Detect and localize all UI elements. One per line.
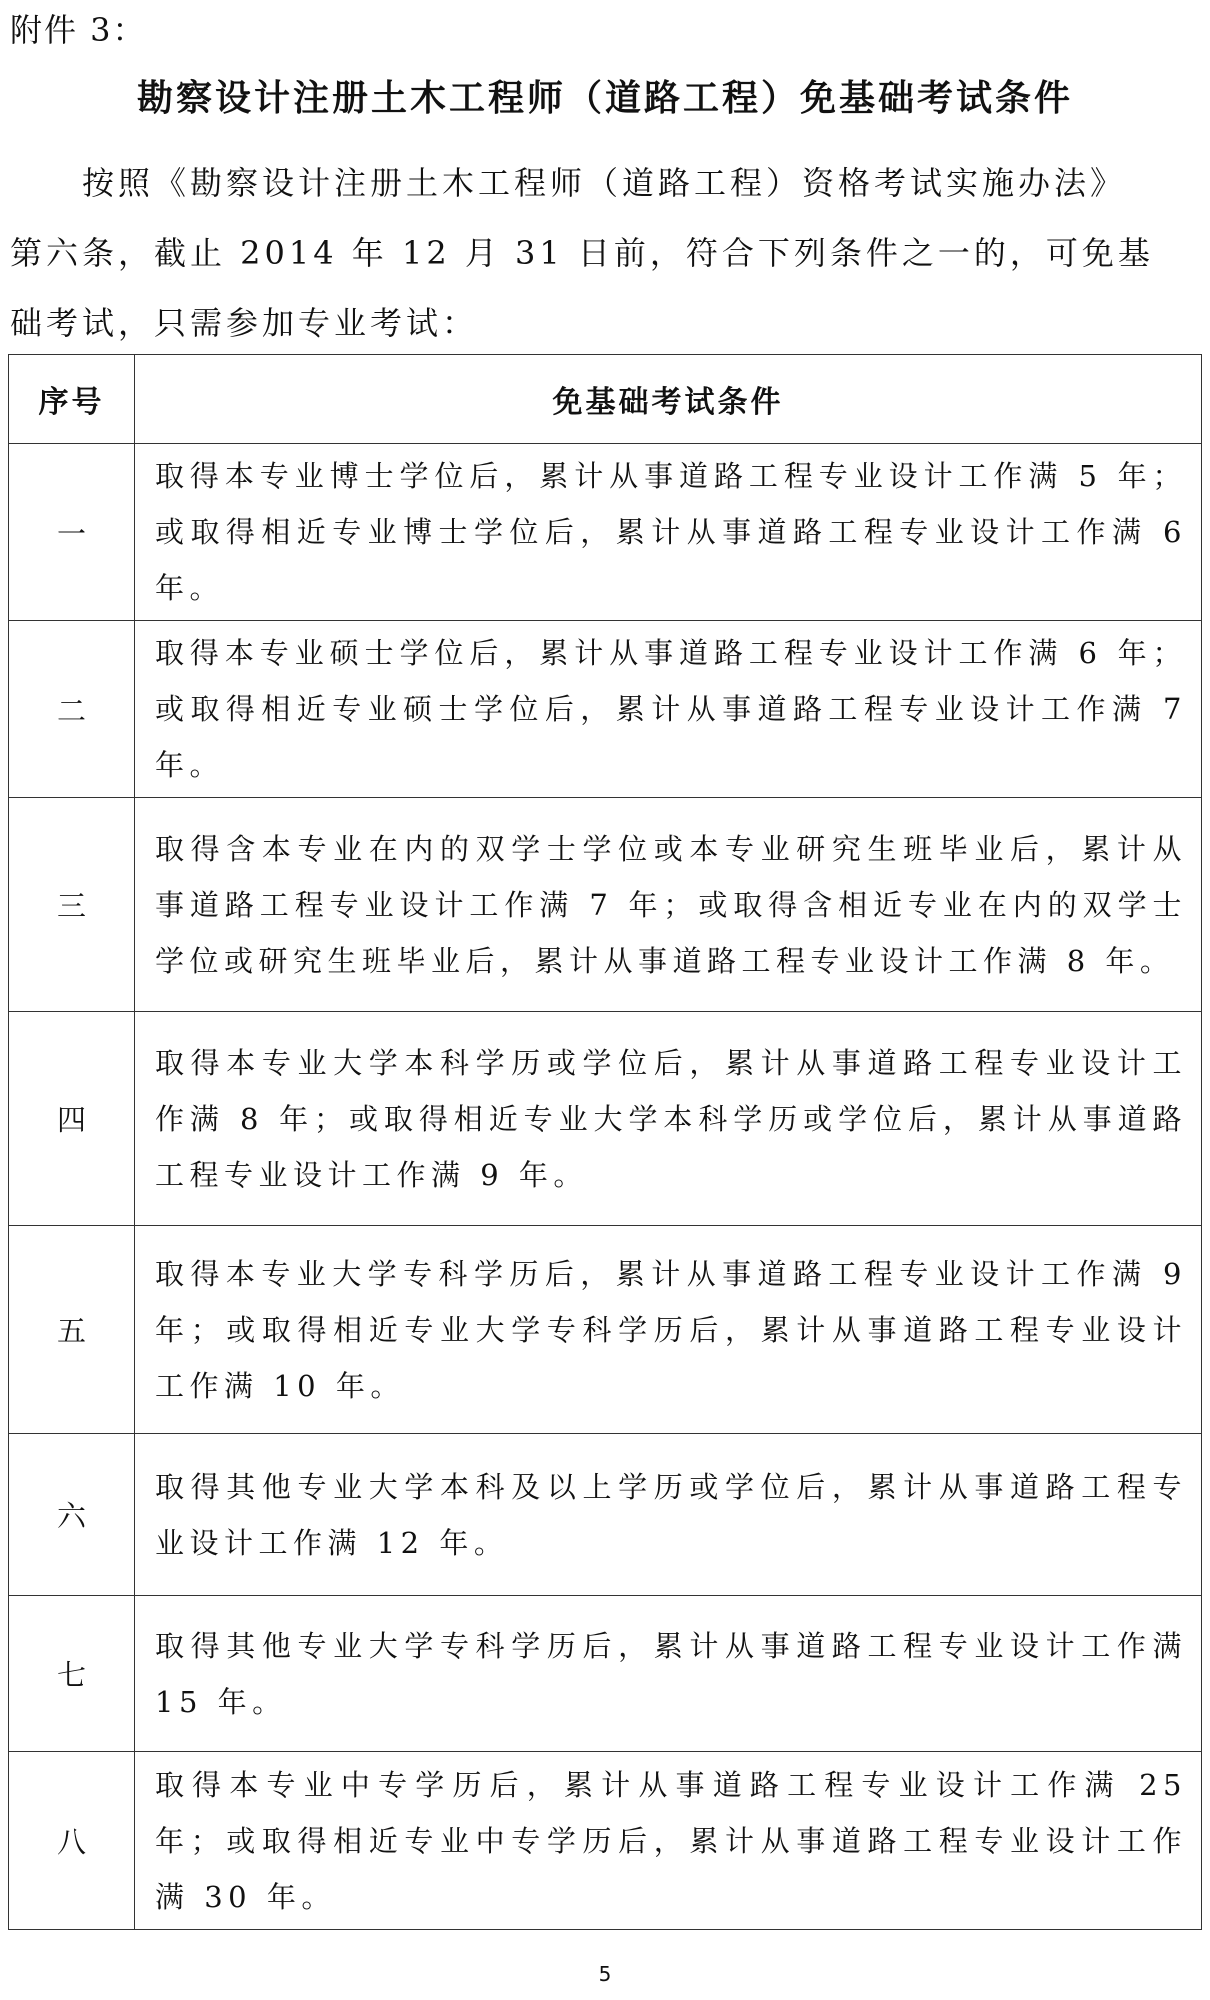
table-row bbox=[9, 621, 1202, 798]
exemption-conditions-table bbox=[8, 354, 1202, 1930]
intro-paragraph bbox=[10, 148, 1200, 358]
table-row bbox=[9, 1752, 1202, 1930]
row-number: 四 bbox=[9, 1012, 135, 1226]
row-number: 七 bbox=[9, 1596, 135, 1752]
row-number: 二 bbox=[9, 621, 135, 798]
table-row bbox=[9, 1012, 1202, 1226]
row-condition: 取得本专业博士学位后，累计从事道路工程专业设计工作满 5 年；或取得相近专业博士学位后，累计从事道路工程专业设计工作满 6 年。 bbox=[135, 444, 1202, 621]
condition-column-header: 免基础考试条件 bbox=[135, 355, 1202, 444]
row-condition: 取得本专业中专学历后，累计从事道路工程专业设计工作满 25 年；或取得相近专业中专学历后，累计从事道路工程专业设计工作满 30 年。 bbox=[135, 1752, 1202, 1930]
row-number: 八 bbox=[9, 1752, 135, 1930]
table-row bbox=[9, 1434, 1202, 1596]
row-condition: 取得含本专业在内的双学士学位或本专业研究生班毕业后，累计从事道路工程专业设计工作满 7 年；或取得含相近专业在内的双学士学位或研究生班毕业后，累计从事道路工程专业设计工作满 8 年。 bbox=[135, 798, 1202, 1012]
attachment-label: 附件 3： bbox=[10, 11, 147, 49]
row-number: 六 bbox=[9, 1434, 135, 1596]
page-number: 5 bbox=[598, 1962, 612, 1986]
row-condition: 取得本专业大学本科学历或学位后，累计从事道路工程专业设计工作满 8 年；或取得相近专业大学本科学历或学位后，累计从事道路工程专业设计工作满 9 年。 bbox=[135, 1012, 1202, 1226]
table-row bbox=[9, 444, 1202, 621]
row-number: 一 bbox=[9, 444, 135, 621]
intro-line: 按照《勘察设计注册土木工程师（道路工程）资格考试实施办法》 bbox=[82, 164, 1127, 202]
row-number: 五 bbox=[9, 1226, 135, 1434]
table-row bbox=[9, 798, 1202, 1012]
row-condition: 取得本专业硕士学位后，累计从事道路工程专业设计工作满 6 年；或取得相近专业硕士学位后，累计从事道路工程专业设计工作满 7 年。 bbox=[135, 621, 1202, 798]
row-condition: 取得其他专业大学本科及以上学历或学位后，累计从事道路工程专业设计工作满 12 年。 bbox=[135, 1434, 1202, 1596]
table-row bbox=[9, 1226, 1202, 1434]
row-condition: 取得本专业大学专科学历后，累计从事道路工程专业设计工作满 9 年；或取得相近专业大学专科学历后，累计从事道路工程专业设计工作满 10 年。 bbox=[135, 1226, 1202, 1434]
number-column-header: 序号 bbox=[9, 355, 135, 444]
intro-line: 第六条，截止 2014 年 12 月 31 日前，符合下列条件之一的，可免基 bbox=[10, 234, 1154, 272]
table-header-row bbox=[9, 355, 1202, 444]
document-title: 勘察设计注册土木工程师（道路工程）免基础考试条件 bbox=[136, 77, 1073, 119]
table-row bbox=[9, 1596, 1202, 1752]
row-number: 三 bbox=[9, 798, 135, 1012]
row-condition: 取得其他专业大学专科学历后，累计从事道路工程专业设计工作满 15 年。 bbox=[135, 1596, 1202, 1752]
intro-line: 础考试，只需参加专业考试： bbox=[10, 304, 479, 342]
